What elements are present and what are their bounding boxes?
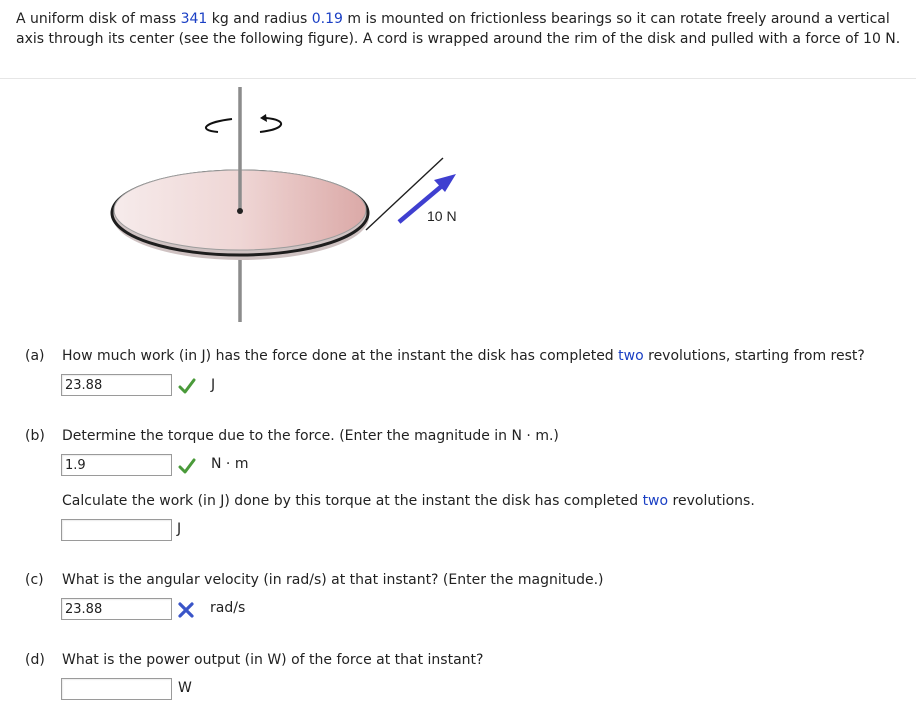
part-c-answer-input[interactable] [61, 598, 172, 620]
part-b-question: Determine the torque due to the force. (Enter the magnitude in N · m.) [62, 428, 559, 444]
part-d-answer-input[interactable] [61, 678, 172, 700]
x-mark-icon [177, 601, 195, 619]
part-c-unit: rad/s [210, 600, 246, 616]
part-b-unit: N · m [211, 456, 249, 472]
force-label: 10 N [427, 208, 457, 224]
checkmark-icon [178, 457, 196, 475]
axle-center-dot [237, 208, 243, 214]
part-b-work-unit: J [177, 521, 182, 537]
checkmark-icon [178, 377, 196, 395]
part-b-q2-highlight: two [642, 493, 669, 509]
part-b-letter: (b) [25, 428, 45, 444]
part-d-unit: W [178, 680, 192, 696]
disk-figure [100, 84, 480, 333]
part-b-question-2 [62, 493, 755, 509]
part-c-letter: (c) [25, 572, 44, 588]
part-a-question [62, 348, 865, 364]
problem-text-b: kg and radius [207, 11, 312, 27]
part-b-answer-input[interactable] [61, 454, 172, 476]
part-b-work-input[interactable] [61, 519, 172, 541]
part-b-q2-after: revolutions. [668, 493, 755, 509]
part-a-q-before: How much work (in J) has the force done at the instant the disk has completed [62, 348, 619, 364]
part-a-unit: J [211, 377, 216, 393]
rotation-arrow-icon [206, 114, 281, 132]
part-a-letter: (a) [25, 348, 45, 364]
problem-text-a: A uniform disk of mass [16, 11, 181, 27]
part-a-q-highlight: two [618, 348, 644, 364]
mass-value: 341 [180, 11, 208, 27]
part-b-q2-before: Calculate the work (in J) done by this torque at the instant the disk has completed [62, 493, 643, 509]
part-d-letter: (d) [25, 652, 45, 668]
problem-statement [16, 9, 906, 49]
part-c-question: What is the angular velocity (in rad/s) at that instant? (Enter the magnitude.) [62, 572, 604, 588]
disk-figure-svg [100, 84, 480, 329]
radius-value: 0.19 [311, 11, 343, 27]
part-a-q-after: revolutions, starting from rest? [643, 348, 865, 364]
part-d-question: What is the power output (in W) of the force at that instant? [62, 652, 484, 668]
problem-text-c: m is mounted on frictionless bearings so it can rotate freely around a vertical axis through its center (see the following figure). A cord is wrapped around the rim of the disk and pulled with a force of 10 N. [16, 11, 901, 47]
section-divider [0, 78, 916, 79]
part-a-answer-input[interactable] [61, 374, 172, 396]
